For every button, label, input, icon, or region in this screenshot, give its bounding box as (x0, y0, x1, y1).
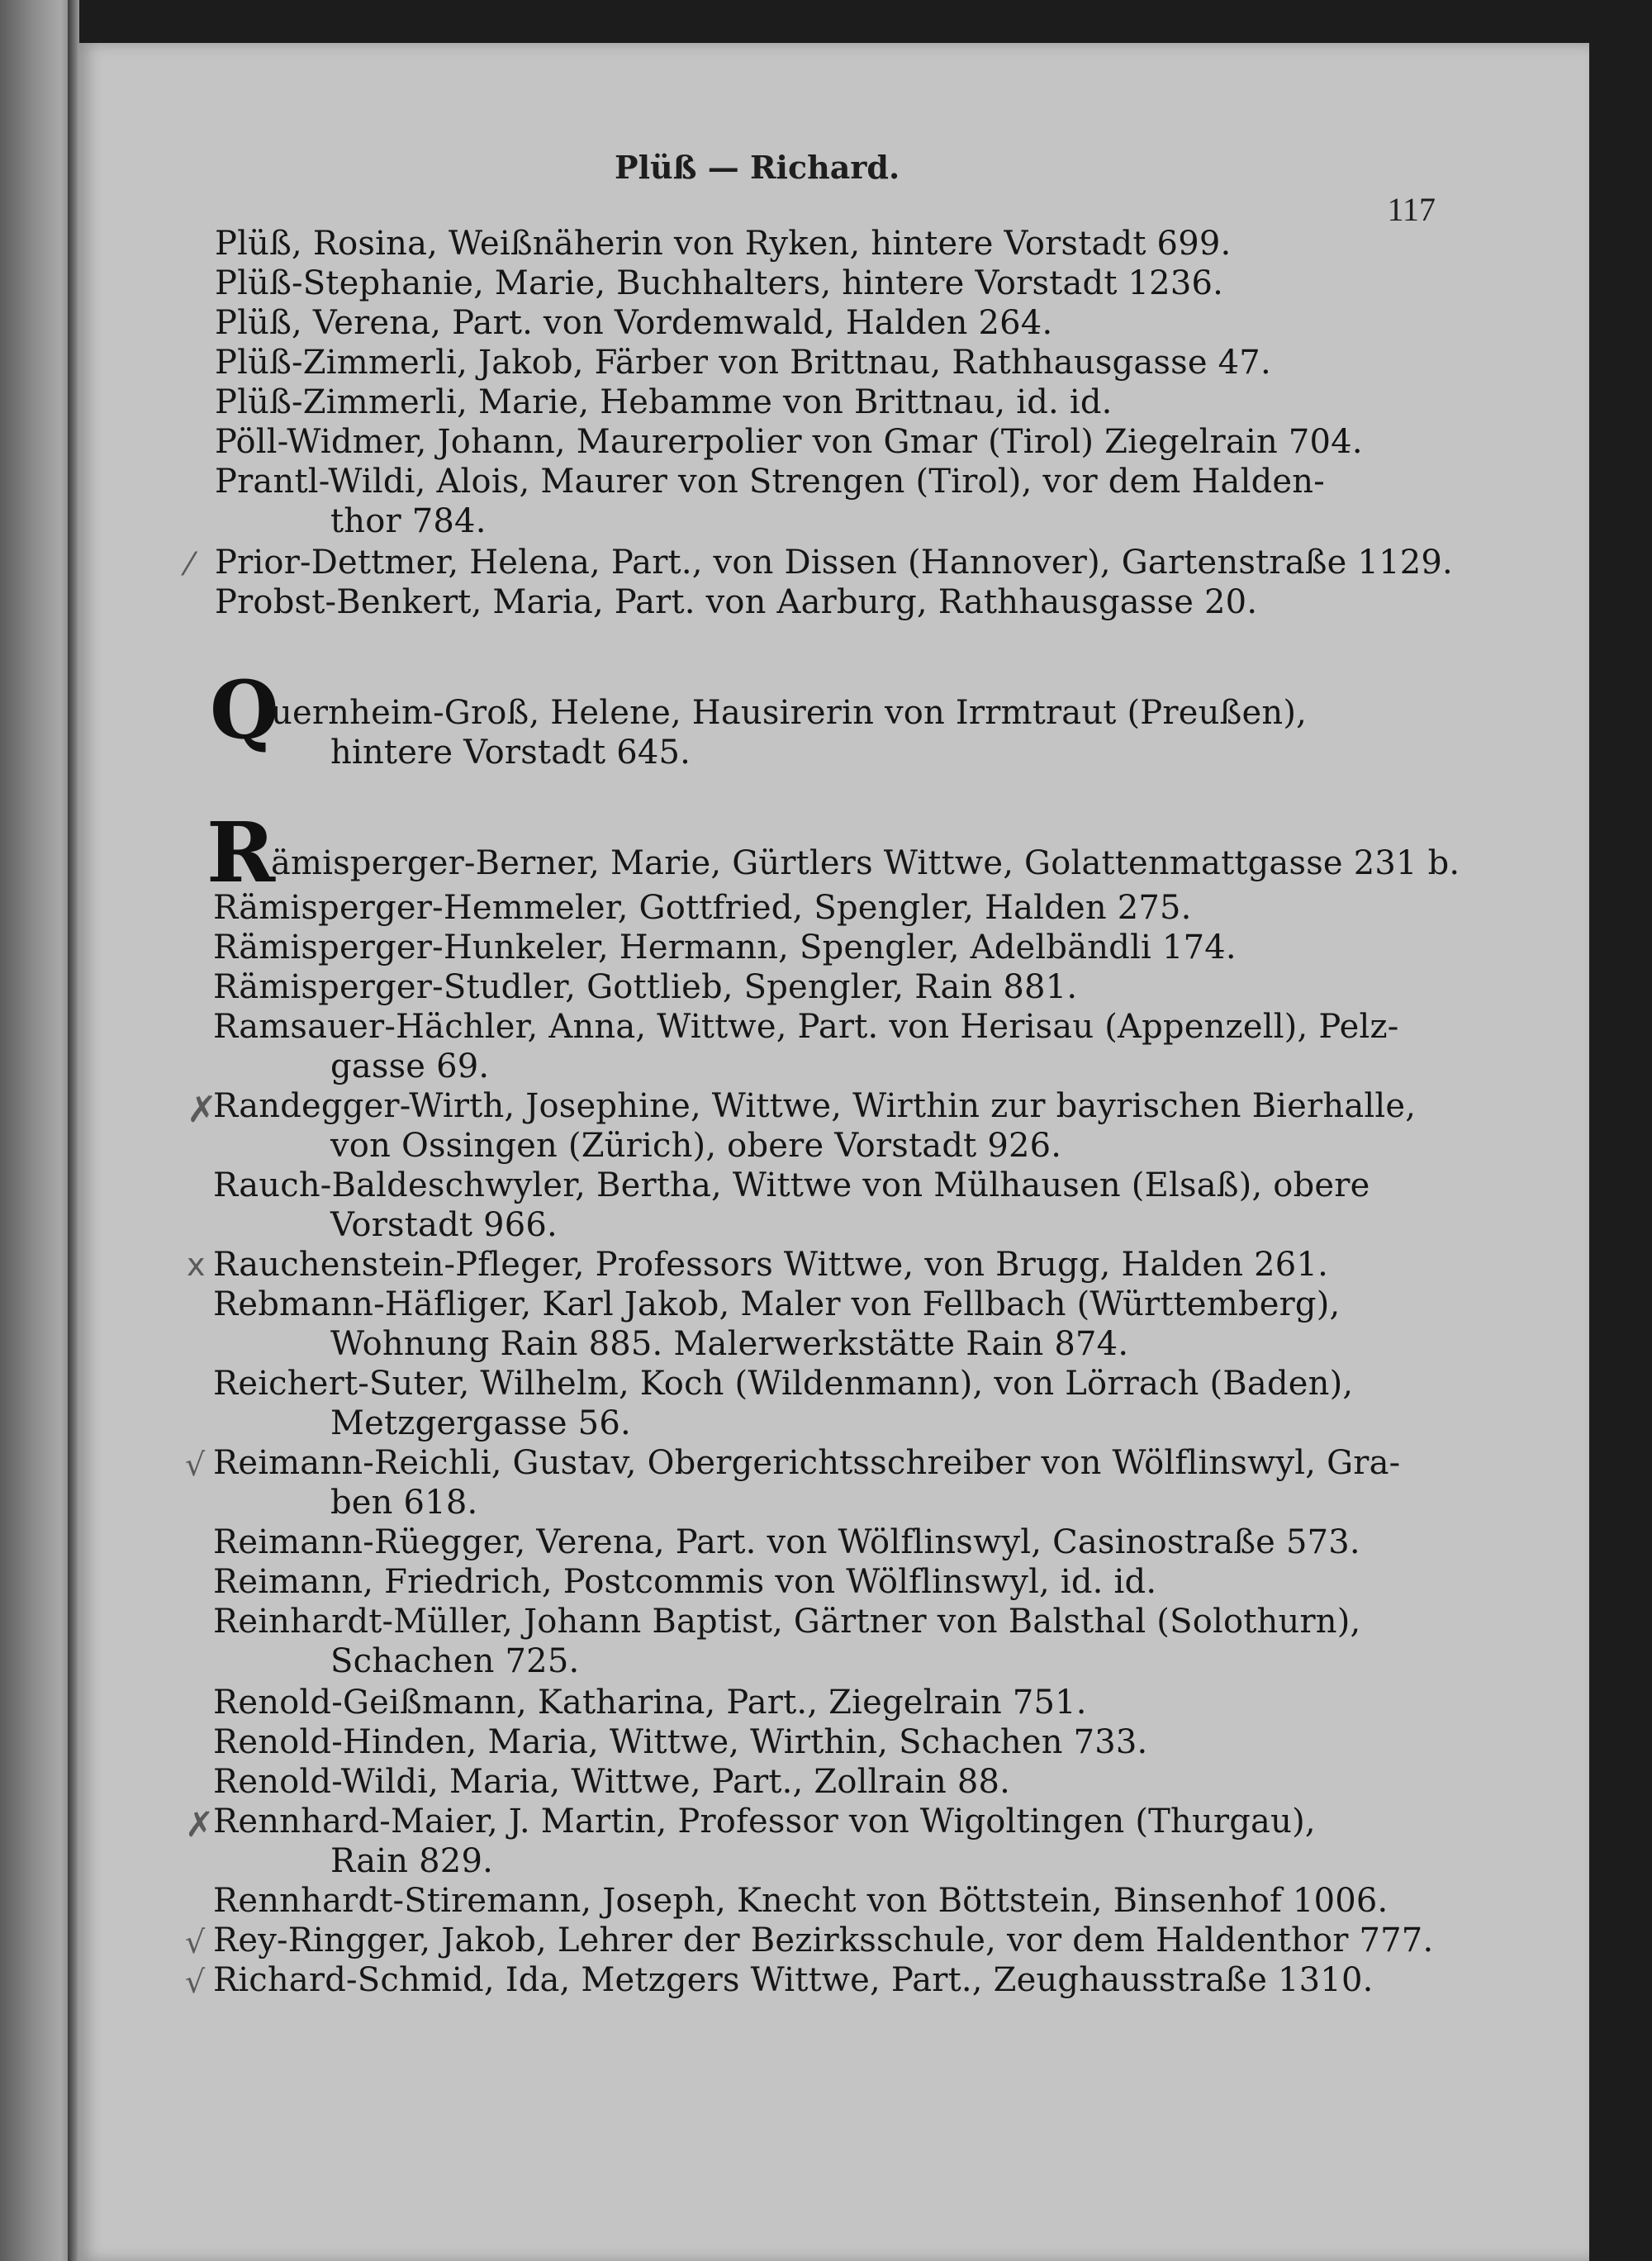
directory-entry: Plüß, Rosina, Weißnäherin von Ryken, hintere Vorstadt 699. (215, 225, 1232, 263)
directory-entry: Renold-Wildi, Maria, Wittwe, Part., Zollrain 88. (213, 1763, 1011, 1801)
directory-entry: Plüß-Zimmerli, Marie, Hebamme von Brittnau, id. id. (215, 383, 1113, 421)
directory-entry-continuation: Wohnung Rain 885. Malerwerkstätte Rain 874. (330, 1325, 1129, 1363)
pencil-check-mark: x (187, 1247, 206, 1283)
directory-entry: Rämisperger-Hemmeler, Gottfried, Spengler, Halden 275. (213, 889, 1192, 927)
pencil-check-mark: √ (185, 1924, 206, 1960)
directory-entry: Renold-Geißmann, Katharina, Part., Ziegelrain 751. (213, 1684, 1087, 1722)
directory-entry-continuation: thor 784. (330, 502, 487, 540)
directory-entry-continuation: Vorstadt 966. (330, 1206, 558, 1244)
directory-entry-continuation: gasse 69. (330, 1047, 490, 1085)
directory-entry: Rennhard-Maier, J. Martin, Professor von Wigoltingen (Thurgau), (213, 1803, 1316, 1841)
directory-entry: uernheim-Groß, Helene, Hausirerin von Irrmtraut (Preußen), (271, 694, 1308, 732)
page-number: 117 (1387, 191, 1436, 228)
pencil-check-mark: √ (185, 1446, 206, 1483)
directory-entry: Reimann-Rüegger, Verena, Part. von Wölflinswyl, Casinostraße 573. (213, 1523, 1360, 1561)
running-head: Plüß — Richard. (615, 149, 900, 186)
directory-entry: Plüß-Zimmerli, Jakob, Färber von Brittnau, Rathhausgasse 47. (215, 344, 1271, 382)
directory-entry: Rämisperger-Studler, Gottlieb, Spengler, Rain 881. (213, 968, 1078, 1006)
directory-entry: Rauchenstein-Pfleger, Professors Wittwe, von Brugg, Halden 261. (213, 1246, 1329, 1284)
directory-entry: Reinhardt-Müller, Johann Baptist, Gärtner von Balsthal (Solothurn), (213, 1603, 1361, 1641)
directory-entry: Plüß, Verena, Part. von Vordemwald, Halden 264. (215, 304, 1053, 342)
directory-entry: Rebmann-Häfliger, Karl Jakob, Maler von Fellbach (Württemberg), (213, 1285, 1341, 1323)
directory-entry: Reimann, Friedrich, Postcommis von Wölflinswyl, id. id. (213, 1563, 1157, 1601)
directory-entry: Prior-Dettmer, Helena, Part., von Dissen (Hannover), Gartenstraße 1129. (215, 544, 1453, 582)
directory-entry-continuation: Metzgergasse 56. (330, 1404, 631, 1442)
directory-entry: Rauch-Baldeschwyler, Bertha, Wittwe von Mülhausen (Elsaß), obere (213, 1166, 1370, 1204)
directory-entry: Rennhardt-Stiremann, Joseph, Knecht von Böttstein, Binsenhof 1006. (213, 1882, 1389, 1920)
directory-entry: Reimann-Reichli, Gustav, Obergerichtsschreiber von Wölflinswyl, Gra- (213, 1444, 1401, 1482)
directory-entry: Randegger-Wirth, Josephine, Wittwe, Wirthin zur bayrischen Bierhalle, (213, 1087, 1417, 1125)
directory-entry-continuation: hintere Vorstadt 645. (330, 734, 691, 772)
decorative-initial-r: R (206, 804, 276, 901)
directory-entry: ämisperger-Berner, Marie, Gürtlers Wittwe, Golattenmattgasse 231 b. (271, 844, 1460, 882)
directory-entry-continuation: Schachen 725. (330, 1642, 580, 1680)
pencil-check-mark: √ (185, 1964, 206, 2000)
directory-entry-continuation: ben 618. (330, 1484, 478, 1522)
directory-entry: Richard-Schmid, Ida, Metzgers Wittwe, Part., Zeughausstraße 1310. (213, 1961, 1374, 1999)
directory-entry: Plüß-Stephanie, Marie, Buchhalters, hintere Vorstadt 1236. (215, 264, 1224, 302)
facing-page-edge (0, 0, 76, 2261)
directory-entry: Reichert-Suter, Wilhelm, Koch (Wildenmann), von Lörrach (Baden), (213, 1365, 1354, 1403)
pencil-check-mark: ⁄ (187, 546, 192, 582)
directory-entry: Ramsauer-Hächler, Anna, Wittwe, Part. von Herisau (Appenzell), Pelz- (213, 1008, 1399, 1046)
pencil-check-mark: ✗ (185, 1804, 215, 1845)
book-page (78, 43, 1589, 2261)
directory-entry-continuation: von Ossingen (Zürich), obere Vorstadt 926. (330, 1127, 1062, 1165)
directory-entry: Rämisperger-Hunkeler, Hermann, Spengler, Adelbändli 174. (213, 929, 1237, 967)
directory-entry: Probst-Benkert, Maria, Part. von Aarburg, Rathhausgasse 20. (215, 583, 1258, 621)
pencil-check-mark: ✗ (187, 1089, 217, 1131)
directory-entry: Pöll-Widmer, Johann, Maurerpolier von Gmar (Tirol) Ziegelrain 704. (215, 423, 1363, 461)
directory-entry: Renold-Hinden, Maria, Wittwe, Wirthin, Schachen 733. (213, 1723, 1148, 1761)
directory-entry: Prantl-Wildi, Alois, Maurer von Strengen (Tirol), vor dem Halden- (215, 463, 1325, 501)
decorative-initial-q: Q (210, 663, 279, 757)
directory-entry: Rey-Ringger, Jakob, Lehrer der Bezirksschule, vor dem Haldenthor 777. (213, 1921, 1434, 1959)
directory-entry-continuation: Rain 829. (330, 1842, 494, 1880)
